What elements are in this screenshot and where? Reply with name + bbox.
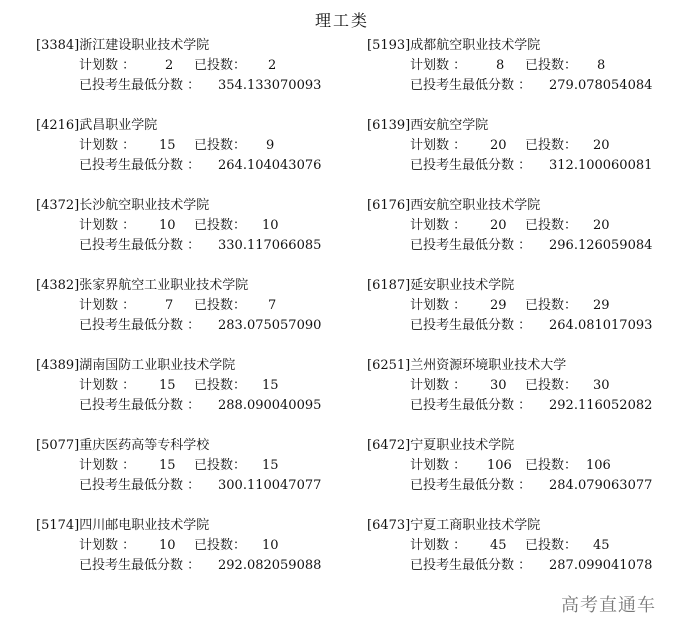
plan-value: 15	[159, 378, 176, 393]
plan-value: 2	[165, 58, 174, 73]
plan-value: 20	[490, 218, 507, 233]
school-name: [6176]西安航空职业技术学院	[367, 198, 541, 213]
plan-value: 20	[490, 138, 507, 153]
min-score-label: 已投考生最低分数 ：	[410, 238, 532, 253]
min-score-value: 288.090040095	[218, 398, 322, 413]
min-score-value: 300.110047077	[218, 478, 322, 493]
min-score-value: 296.126059084	[549, 238, 653, 253]
school-entry	[36, 438, 336, 518]
plan-label: 计划数 ：	[79, 218, 136, 233]
plan-label: 计划数 ：	[410, 378, 467, 393]
school-entry	[367, 438, 667, 518]
min-score-value: 292.082059088	[218, 558, 322, 573]
school-name: [3384]浙江建设职业技术学院	[36, 38, 210, 53]
plan-label: 计划数 ：	[410, 218, 467, 233]
cast-value: 15	[262, 458, 279, 473]
cast-label: 已投数：	[194, 298, 247, 313]
school-entry	[367, 118, 667, 198]
cast-label: 已投数：	[525, 378, 578, 393]
cast-label: 已投数：	[525, 298, 578, 313]
cast-label: 已投数：	[525, 138, 578, 153]
plan-value: 30	[490, 378, 507, 393]
school-entry	[36, 118, 336, 198]
min-score-label: 已投考生最低分数 ：	[410, 318, 532, 333]
school-name: [6473]宁夏工商职业技术学院	[367, 518, 541, 533]
min-score-label: 已投考生最低分数 ：	[79, 318, 201, 333]
cast-value: 20	[593, 218, 610, 233]
cast-value: 9	[266, 138, 275, 153]
cast-value: 29	[593, 298, 610, 313]
cast-label: 已投数：	[194, 538, 247, 553]
plan-label: 计划数 ：	[79, 138, 136, 153]
min-score-value: 330.117066085	[218, 238, 322, 253]
plan-label: 计划数 ：	[410, 538, 467, 553]
school-entry	[36, 198, 336, 278]
cast-value: 2	[268, 58, 277, 73]
school-name: [6472]宁夏职业技术学院	[367, 438, 515, 453]
plan-label: 计划数 ：	[410, 458, 467, 473]
school-entry	[367, 198, 667, 278]
cast-value: 10	[262, 538, 279, 553]
cast-label: 已投数：	[194, 138, 247, 153]
cast-value: 7	[268, 298, 277, 313]
min-score-label: 已投考生最低分数 ：	[79, 478, 201, 493]
cast-label: 已投数：	[194, 58, 247, 73]
plan-label: 计划数 ：	[79, 58, 136, 73]
school-entry	[367, 358, 667, 438]
school-name: [4382]张家界航空工业职业技术学院	[36, 278, 249, 293]
school-name: [5174]四川邮电职业技术学院	[36, 518, 210, 533]
school-name: [6251]兰州资源环境职业技术大学	[367, 358, 567, 373]
cast-label: 已投数：	[525, 538, 578, 553]
min-score-label: 已投考生最低分数 ：	[410, 398, 532, 413]
school-name: [6187]延安职业技术学院	[367, 278, 515, 293]
min-score-value: 284.079063077	[549, 478, 653, 493]
cast-value: 106	[586, 458, 611, 473]
school-entry	[36, 278, 336, 358]
cast-label: 已投数：	[525, 218, 578, 233]
min-score-value: 279.078054084	[549, 78, 653, 93]
watermark-text: 高考直通车	[561, 595, 656, 616]
min-score-label: 已投考生最低分数 ：	[79, 558, 201, 573]
min-score-label: 已投考生最低分数 ：	[410, 478, 532, 493]
min-score-value: 292.116052082	[549, 398, 653, 413]
plan-label: 计划数 ：	[79, 378, 136, 393]
min-score-label: 已投考生最低分数 ：	[410, 78, 532, 93]
school-entry	[36, 358, 336, 438]
school-name: [4216]武昌职业学院	[36, 118, 158, 133]
cast-value: 8	[597, 58, 606, 73]
min-score-value: 264.104043076	[218, 158, 322, 173]
school-name: [4372]长沙航空职业技术学院	[36, 198, 210, 213]
min-score-label: 已投考生最低分数 ：	[79, 78, 201, 93]
plan-value: 15	[159, 458, 176, 473]
plan-value: 10	[159, 538, 176, 553]
school-entry	[367, 278, 667, 358]
cast-value: 45	[593, 538, 610, 553]
cast-label: 已投数：	[525, 458, 578, 473]
plan-label: 计划数 ：	[79, 538, 136, 553]
plan-label: 计划数 ：	[79, 458, 136, 473]
cast-label: 已投数：	[525, 58, 578, 73]
cast-value: 30	[593, 378, 610, 393]
min-score-label: 已投考生最低分数 ：	[79, 158, 201, 173]
cast-label: 已投数：	[194, 378, 247, 393]
plan-value: 15	[159, 138, 176, 153]
plan-value: 8	[496, 58, 505, 73]
cast-label: 已投数：	[194, 458, 247, 473]
plan-value: 29	[490, 298, 507, 313]
school-entry	[36, 518, 336, 598]
min-score-value: 312.100060081	[549, 158, 653, 173]
plan-value: 45	[490, 538, 507, 553]
page-title: 理工类	[314, 11, 369, 30]
cast-value: 15	[262, 378, 279, 393]
plan-value: 106	[487, 458, 512, 473]
school-entry	[367, 38, 667, 118]
plan-value: 7	[165, 298, 174, 313]
plan-label: 计划数 ：	[410, 58, 467, 73]
min-score-value: 354.133070093	[218, 78, 322, 93]
plan-label: 计划数 ：	[410, 138, 467, 153]
school-entry	[367, 518, 667, 598]
school-name: [5077]重庆医药高等专科学校	[36, 438, 210, 453]
school-entry	[36, 38, 336, 118]
min-score-value: 287.099041078	[549, 558, 653, 573]
cast-label: 已投数：	[194, 218, 247, 233]
school-name: [4389]湖南国防工业职业技术学院	[36, 358, 236, 373]
min-score-label: 已投考生最低分数 ：	[79, 238, 201, 253]
plan-label: 计划数 ：	[79, 298, 136, 313]
min-score-label: 已投考生最低分数 ：	[79, 398, 201, 413]
min-score-value: 283.075057090	[218, 318, 322, 333]
cast-value: 10	[262, 218, 279, 233]
school-name: [5193]成都航空职业技术学院	[367, 38, 541, 53]
min-score-label: 已投考生最低分数 ：	[410, 558, 532, 573]
school-name: [6139]西安航空学院	[367, 118, 489, 133]
plan-label: 计划数 ：	[410, 298, 467, 313]
cast-value: 20	[593, 138, 610, 153]
plan-value: 10	[159, 218, 176, 233]
min-score-label: 已投考生最低分数 ：	[410, 158, 532, 173]
min-score-value: 264.081017093	[549, 318, 653, 333]
